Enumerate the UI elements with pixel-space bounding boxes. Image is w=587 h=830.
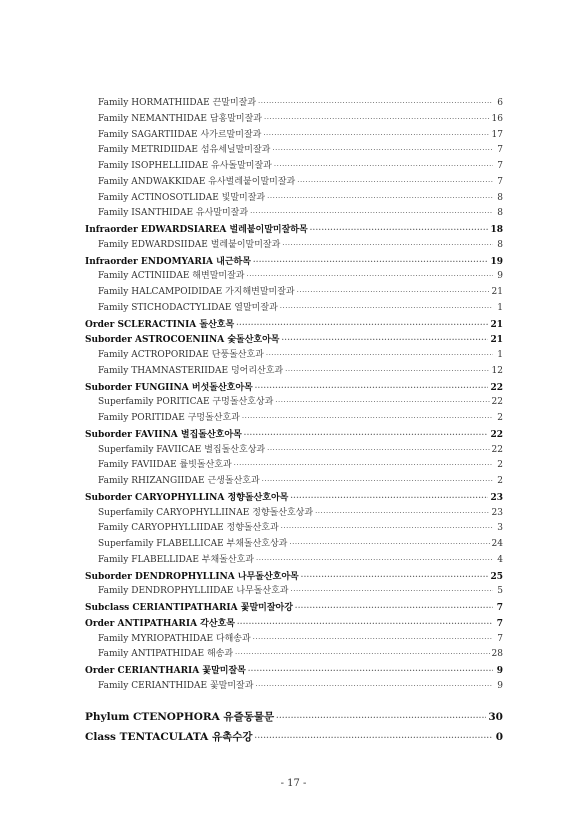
toc-entry <box>85 222 503 238</box>
toc-entry-title: Order ANTIPATHARIA 각산호목 <box>85 618 235 629</box>
toc-entry-page: 1 <box>497 350 503 360</box>
dot-leader <box>237 616 493 632</box>
dot-leader <box>264 112 490 128</box>
toc-entry-page: 7 <box>496 603 503 613</box>
toc-entry-page: 8 <box>497 208 503 219</box>
dot-leader <box>291 584 494 600</box>
toc-entry-page: 0 <box>495 730 503 743</box>
toc-entry-title: Phylum CTENOPHORA 유즐동물문 <box>85 710 275 723</box>
toc-entry-page: 5 <box>497 586 503 597</box>
toc-entry-page: 23 <box>490 492 503 503</box>
toc-entry <box>85 112 503 128</box>
toc-entry-page: 21 <box>491 287 503 297</box>
dot-leader <box>275 395 489 411</box>
toc-entry-title: Suborder CARYOPHYLLINA 정향돌산호아목 <box>85 492 289 503</box>
toc-entry-title: Family MYRIOPATHIDAE 다해송과 <box>98 633 251 644</box>
toc-entry <box>85 332 503 348</box>
toc-entry-title: Family FAVIIDAE 률빗돌산호과 <box>98 460 232 471</box>
toc-entry <box>85 600 503 616</box>
toc-entry-title: Order SCLERACTINIA 돌산호목 <box>85 319 235 330</box>
toc-entry-title: Family RHIZANGIIDAE 근생돌산호과 <box>98 476 260 486</box>
table-of-contents <box>85 96 503 747</box>
toc-entry-title: Family DENDROPHYLLIIDAE 나무돌산호과 <box>98 586 289 597</box>
toc-entry-page: 3 <box>497 523 503 534</box>
toc-entry <box>85 254 503 270</box>
toc-entry-page: 12 <box>491 365 503 376</box>
dot-leader <box>272 143 493 159</box>
toc-entry <box>85 175 503 191</box>
toc-entry-title: Family ANTIPATHIDAE 해송과 <box>98 649 234 660</box>
toc-entry-page: 22 <box>490 382 503 393</box>
toc-entry-page: 7 <box>497 176 503 187</box>
toc-entry-page: 7 <box>497 633 503 644</box>
toc-entry-title: Family ANDWAKKIDAE 유사벌레붙이말미잘과 <box>98 176 296 187</box>
toc-entry <box>85 474 503 490</box>
toc-entry <box>85 364 503 380</box>
toc-entry-page: 21 <box>490 319 503 330</box>
dot-leader <box>289 537 489 553</box>
toc-entry <box>85 632 503 648</box>
toc-entry-title: Family EDWARDSIIDAE 벌레붙이말미잘과 <box>98 239 281 250</box>
dot-leader <box>242 411 493 427</box>
dot-leader <box>295 600 493 616</box>
toc-entry-page: 1 <box>497 302 503 313</box>
dot-leader <box>276 708 486 728</box>
toc-entry-title: Suborder FUNGIINA 버섯돌산호아목 <box>85 382 253 393</box>
toc-entry-title: Family PORITIDAE 구멍돌산호과 <box>98 413 240 423</box>
toc-entry <box>85 128 503 144</box>
toc-entry-page: 7 <box>496 618 503 629</box>
toc-entry <box>85 707 503 727</box>
dot-leader <box>310 222 489 238</box>
toc-entry-title: Family FLABELLIDAE 부채돌산호과 <box>98 554 254 565</box>
toc-entry <box>85 285 503 301</box>
toc-entry-title: Family STICHODACTYLIDAE 열말미잘과 <box>98 302 278 313</box>
toc-entry <box>85 521 503 537</box>
toc-entry <box>85 727 503 747</box>
toc-entry <box>85 663 503 679</box>
dot-leader <box>244 427 489 443</box>
dot-leader <box>274 159 493 175</box>
toc-entry-page: 19 <box>490 256 503 267</box>
dot-leader <box>236 317 488 333</box>
toc-entry-page: 18 <box>490 225 503 235</box>
toc-entry <box>85 317 503 333</box>
toc-entry <box>85 206 503 222</box>
dot-leader <box>253 254 489 270</box>
toc-entry-title: Superfamily FLABELLICAE 부채돌산호상과 <box>98 539 288 549</box>
toc-entry <box>85 348 503 364</box>
dot-leader <box>263 128 489 144</box>
dot-leader <box>290 490 488 506</box>
dot-leader <box>285 364 489 380</box>
toc-entry-page: 8 <box>497 239 503 250</box>
toc-entry-page: 9 <box>496 666 503 676</box>
toc-entry-title: Family ACTINIIDAE 해변말미잘과 <box>98 271 245 282</box>
toc-entry <box>85 458 503 474</box>
toc-entry <box>85 584 503 600</box>
toc-entry-page: 22 <box>491 444 503 455</box>
toc-entry-page: 17 <box>491 129 503 140</box>
toc-entry <box>85 143 503 159</box>
dot-leader <box>255 380 489 396</box>
dot-leader <box>255 679 493 695</box>
toc-entry-title: Family ISANTHIDAE 유사말미잘과 <box>98 208 249 219</box>
dot-leader <box>266 348 493 364</box>
dot-leader <box>301 569 489 585</box>
toc-entry <box>85 411 503 427</box>
toc-entry <box>85 269 503 285</box>
toc-entry-title: Family ACTINOSOTLIDAE 빛말미잘과 <box>98 192 266 203</box>
toc-entry-page: 24 <box>491 539 503 549</box>
dot-leader <box>262 474 493 490</box>
dot-leader <box>297 175 493 191</box>
toc-entry-title: Suborder DENDROPHYLLINA 나무돌산호아목 <box>85 571 299 582</box>
toc-entry-page: 16 <box>491 113 503 124</box>
toc-entry-title: Family ACTROPORIDAE 단풍돌산호과 <box>98 350 264 360</box>
toc-entry-page: 21 <box>490 335 503 346</box>
toc-entry-title: Suborder ASTROCOENIINA 숯돌산호아목 <box>85 335 280 346</box>
dot-leader <box>267 191 493 207</box>
dot-leader <box>267 443 489 459</box>
dot-leader <box>315 506 489 522</box>
toc-entry-page: 2 <box>497 476 503 486</box>
dot-leader <box>255 728 493 748</box>
toc-entry <box>85 553 503 569</box>
toc-entry-page: 6 <box>497 98 503 108</box>
toc-entry-title: Family METRIDIIDAE 섬유세닐말미잘과 <box>98 145 271 156</box>
dot-leader <box>282 332 489 348</box>
toc-entry-title: Order CERIANTHARIA 꽃말미잘목 <box>85 666 246 676</box>
toc-entry <box>85 427 503 443</box>
dot-leader <box>246 269 493 285</box>
toc-entry <box>85 96 503 112</box>
toc-entry <box>85 301 503 317</box>
dot-leader <box>297 285 490 301</box>
toc-entry-title: Family SAGARTIIDAE 사가르말미잘과 <box>98 129 262 140</box>
toc-entry-title: Family CARYOPHYLLIIDAE 정향돌산호과 <box>98 523 279 534</box>
toc-entry <box>85 616 503 632</box>
dot-leader <box>258 96 493 112</box>
dot-leader <box>235 647 490 663</box>
toc-entry-title: Suborder FAVIINA 별집돌산호아목 <box>85 429 242 440</box>
toc-entry-title: Superfamily PORITICAE 구멍돌산호상과 <box>98 397 274 408</box>
toc-entry-title: Family THAMNASTERIIDAE 덩어리산호과 <box>98 365 284 376</box>
dot-leader <box>282 238 493 254</box>
toc-entry-page: 30 <box>488 710 503 723</box>
toc-entry-page: 25 <box>490 571 503 582</box>
dot-leader <box>253 632 493 648</box>
toc-entry-page: 22 <box>490 429 503 440</box>
toc-entry-page: 4 <box>497 554 503 565</box>
toc-entry <box>85 395 503 411</box>
toc-entry-page: 8 <box>497 192 503 203</box>
toc-entry-page: 22 <box>491 397 503 408</box>
toc-entry-page: 9 <box>497 271 503 282</box>
dot-leader <box>280 301 493 317</box>
dot-leader <box>256 553 493 569</box>
toc-entry <box>85 443 503 459</box>
toc-entry-page: 7 <box>497 145 503 156</box>
dot-leader <box>250 206 493 222</box>
dot-leader <box>281 521 493 537</box>
toc-entry <box>85 506 503 522</box>
dot-leader <box>234 458 493 474</box>
toc-entry-page: 2 <box>497 413 503 423</box>
toc-entry-title: Family NEMANTHIDAE 담홍말미잘과 <box>98 113 262 124</box>
toc-entry <box>85 191 503 207</box>
toc-entry <box>85 490 503 506</box>
toc-entry-title: Class TENTACULATA 유촉수강 <box>85 730 253 743</box>
page-number: - 17 - <box>280 778 307 789</box>
toc-entry-title: Family ISOPHELLIIDAE 유사돌말미잘과 <box>98 161 272 171</box>
toc-entry <box>85 679 503 695</box>
toc-entry-page: 23 <box>491 507 503 518</box>
toc-entry-title: Infraorder ENDOMYARIA 내근하목 <box>85 256 251 267</box>
toc-entry <box>85 159 503 175</box>
toc-entry-title: Superfamily FAVIICAE 별집돌산호상과 <box>98 444 266 455</box>
toc-entry <box>85 380 503 396</box>
toc-entry-page: 28 <box>491 649 503 660</box>
toc-entry-page: 2 <box>497 460 503 471</box>
toc-entry <box>85 647 503 663</box>
toc-entry-title: Family HALCAMPOIDIDAE 가지해변말미잘과 <box>98 287 295 297</box>
toc-entry-title: Family CERIANTHIDAE 꽃말미잘과 <box>98 680 254 691</box>
toc-entry <box>85 238 503 254</box>
toc-entry-page: 7 <box>497 161 503 171</box>
toc-entry-title: Infraorder EDWARDSIAREA 벌레붙이말미잘하목 <box>85 225 308 235</box>
toc-entry <box>85 569 503 585</box>
toc-entry-title: Subclass CERIANTIPATHARIA 꽃말미잘아강 <box>85 603 293 613</box>
toc-entry-title: Family HORMATHIIDAE 끈말미잘과 <box>98 98 257 108</box>
toc-entry-title: Superfamily CARYOPHYLLIINAE 정향돌산호상과 <box>98 507 314 518</box>
toc-entry <box>85 537 503 553</box>
toc-entry-page: 9 <box>497 680 503 691</box>
dot-leader <box>248 663 493 679</box>
